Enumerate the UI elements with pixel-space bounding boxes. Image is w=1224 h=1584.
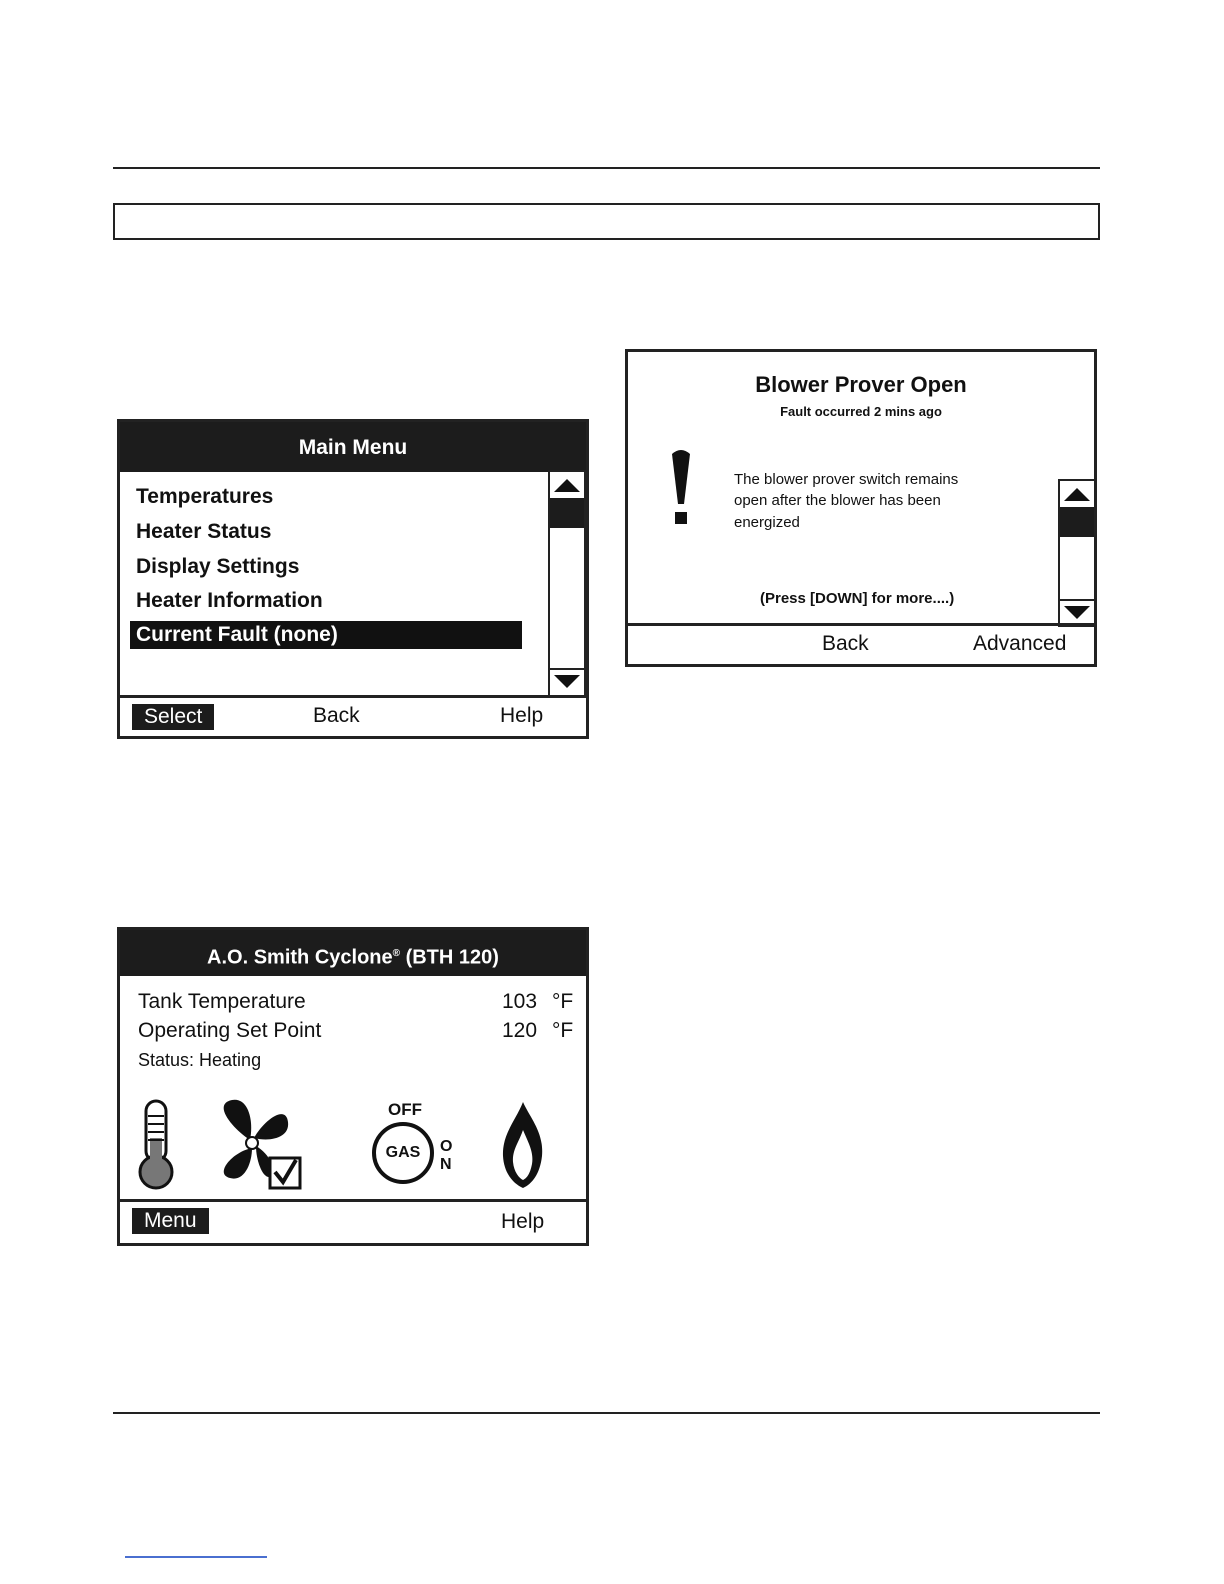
flame-icon bbox=[500, 1100, 546, 1190]
exclamation-icon bbox=[666, 448, 696, 530]
set-point-label: Operating Set Point bbox=[138, 1019, 322, 1042]
top-rule bbox=[113, 167, 1100, 169]
gas-on-label-o: O bbox=[440, 1138, 453, 1155]
fault-message-line-3: energized bbox=[734, 514, 800, 531]
status-softkey-bar bbox=[120, 1199, 586, 1243]
scroll-thumb[interactable] bbox=[550, 498, 584, 528]
help-softkey[interactable]: Help bbox=[501, 1210, 545, 1233]
main-menu-scrollbar[interactable] bbox=[548, 470, 586, 698]
menu-item-heater-information[interactable]: Heater Information bbox=[136, 589, 323, 612]
arrow-up-icon bbox=[554, 479, 580, 492]
fault-scrollbar[interactable] bbox=[1058, 479, 1096, 627]
back-softkey[interactable]: Back bbox=[822, 632, 869, 655]
gas-label: GAS bbox=[385, 1144, 421, 1161]
fault-timestamp: Fault occurred 2 mins ago bbox=[780, 404, 942, 419]
main-menu-screen bbox=[117, 419, 589, 739]
main-menu-header bbox=[120, 422, 586, 472]
gas-circle bbox=[372, 1122, 434, 1184]
help-softkey[interactable]: Help bbox=[500, 704, 544, 727]
tank-temperature-label: Tank Temperature bbox=[138, 990, 306, 1013]
arrow-down-icon bbox=[1064, 606, 1090, 619]
heater-model-number: (BTH 120) bbox=[405, 946, 499, 969]
arrow-down-icon bbox=[554, 675, 580, 688]
advanced-softkey[interactable]: Advanced bbox=[973, 632, 1067, 655]
scroll-thumb[interactable] bbox=[1060, 507, 1094, 537]
set-point-value: 120 bbox=[502, 1019, 538, 1042]
footer-link-underline bbox=[125, 1556, 267, 1558]
more-hint: (Press [DOWN] for more....) bbox=[760, 590, 955, 607]
tank-temperature-value: 103 bbox=[502, 990, 538, 1013]
menu-softkey[interactable]: Menu bbox=[132, 1208, 209, 1234]
status-header bbox=[120, 930, 586, 976]
fault-message-line-2: open after the blower has been bbox=[734, 492, 941, 509]
fault-softkey-bar bbox=[628, 623, 1094, 664]
tank-temperature-unit: °F bbox=[552, 990, 574, 1013]
menu-item-temperatures[interactable]: Temperatures bbox=[136, 485, 274, 508]
menu-item-heater-status[interactable]: Heater Status bbox=[136, 520, 272, 543]
gas-on-label-n: N bbox=[440, 1156, 452, 1173]
main-menu-title: Main Menu bbox=[298, 436, 408, 459]
heater-model-name: A.O. Smith Cyclone bbox=[207, 946, 393, 969]
bottom-rule bbox=[113, 1412, 1100, 1414]
menu-item-display-settings[interactable]: Display Settings bbox=[136, 555, 300, 578]
scroll-up-button[interactable] bbox=[550, 472, 584, 500]
set-point-unit: °F bbox=[552, 1019, 574, 1042]
arrow-up-icon bbox=[1064, 488, 1090, 501]
heater-status: Status: Heating bbox=[138, 1050, 262, 1070]
scroll-down-button[interactable] bbox=[550, 668, 584, 696]
section-title-box bbox=[113, 203, 1100, 240]
select-softkey[interactable]: Select bbox=[132, 704, 214, 730]
status-screen bbox=[117, 927, 589, 1246]
scroll-up-button[interactable] bbox=[1060, 481, 1094, 509]
fan-icon bbox=[212, 1098, 304, 1192]
fault-message-line-1: The blower prover switch remains bbox=[734, 471, 959, 488]
fault-title: Blower Prover Open bbox=[755, 372, 967, 397]
fault-screen bbox=[625, 349, 1097, 667]
thermometer-icon bbox=[138, 1098, 174, 1193]
registered-mark: ® bbox=[392, 948, 401, 959]
menu-item-current-fault[interactable]: Current Fault (none) bbox=[130, 621, 522, 649]
scroll-down-button[interactable] bbox=[1060, 599, 1094, 625]
gas-off-label: OFF bbox=[388, 1100, 422, 1119]
main-menu-softkey-bar bbox=[120, 695, 586, 736]
back-softkey[interactable]: Back bbox=[313, 704, 360, 727]
gas-valve-icon bbox=[370, 1100, 462, 1194]
